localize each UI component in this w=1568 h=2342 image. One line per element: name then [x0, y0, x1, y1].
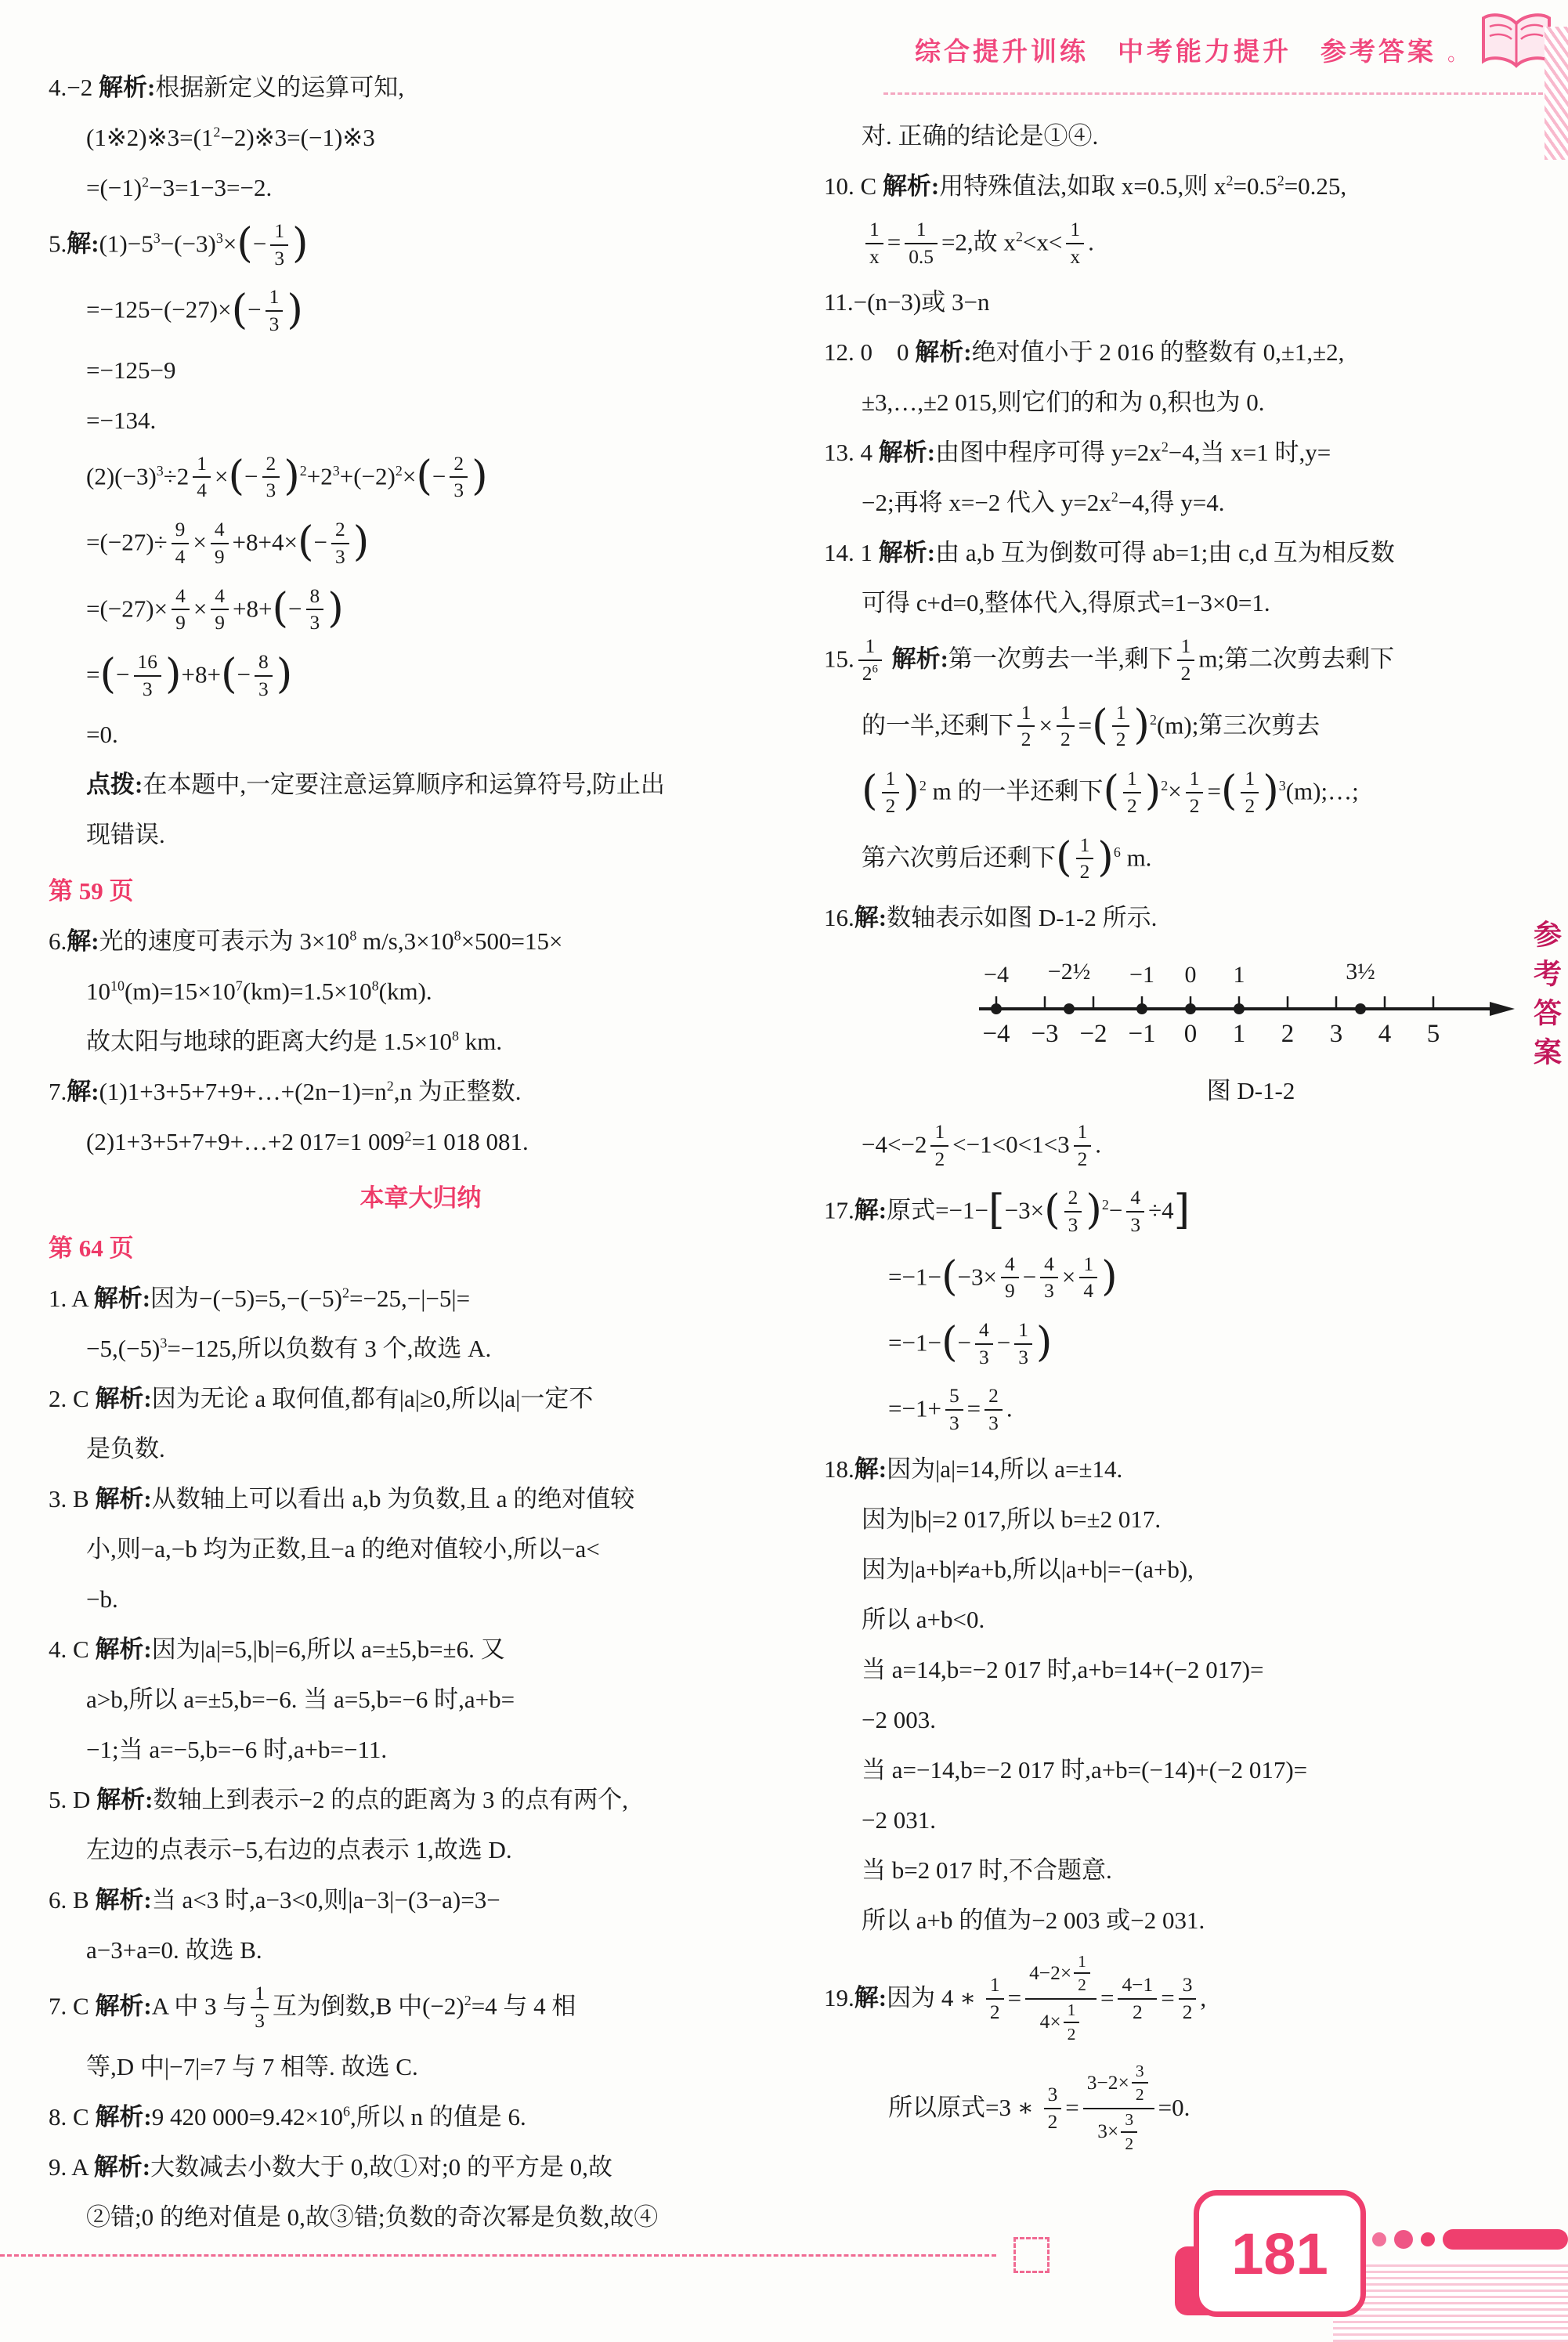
text-line: 12. 0 0 解析:绝对值小于 2 016 的整数有 0,±1,±2,	[824, 338, 1345, 367]
text-line: a−3+a=0. 故选 B.	[86, 1936, 262, 1964]
text-line: 4. C 解析:因为|a|=5,|b|=6,所以 a=±5,b=±6. 又	[49, 1635, 505, 1664]
text-line: 是负数.	[86, 1435, 165, 1463]
text-line: 14. 1 解析:由 a,b 互为倒数可得 ab=1;由 c,d 互为相反数	[824, 539, 1395, 567]
svg-text:−2½: −2½	[1047, 958, 1091, 985]
point-labels	[984, 959, 1375, 988]
text-line: 故太阳与地球的距离大约是 $1.5\times 10^8$ km.	[86, 1028, 503, 1056]
text-line: 当 a=−14,b=−2 017 时,a+b=(−14)+(−2 017)=	[862, 1755, 1308, 1784]
dot-icon	[1421, 2232, 1435, 2246]
text-line: −2;再将 x=−2 代入 $y=2x^2-4$,得 y=4.	[862, 489, 1225, 517]
text-line: 对. 正确的结论是①④.	[862, 122, 1099, 150]
text-line: 15. $\frac{1}{2^6}$ 解析:第一次剪去一半,剩下 $\frac{1}{2}$ m;第二次剪去剩下	[824, 635, 1395, 685]
column-right	[824, 111, 1568, 2164]
text-line: =0.	[86, 721, 118, 749]
svg-text:3: 3	[1329, 1019, 1343, 1048]
dot-icon	[1394, 2230, 1413, 2249]
text-line: −4<−2 $\frac{1}{2}$ <−1<0<1<3 $\frac{1}{2}$ .	[862, 1120, 1102, 1170]
text-line: 所以 a+b<0.	[862, 1605, 985, 1633]
svg-text:1: 1	[1232, 1019, 1246, 1048]
text-line: 等,D 中|−7|=7 与 7 相等. 故选 C.	[86, 2052, 418, 2080]
text-line: 所以原式=3 ∗ $\frac{3}{2}$ = 3−2× $\frac{3}{2}$ 3× $\frac{3}{2}$ =0.	[888, 2061, 1190, 2153]
text-line: 第六次剪后还剩下( $\frac{1}{2}$ )$^6$ m.	[862, 833, 1152, 884]
text-line: −b.	[86, 1585, 118, 1614]
header-divider	[883, 92, 1557, 95]
text-line: 4.−2 解析:根据新定义的运算可知,	[49, 74, 405, 101]
text-line: $(2)(-3)^3\div 2$ $\frac{1}{4}$ ×(− $\frac{2}{3}$ )$^2+2^3+(-2)^2\times(-$ $\frac{2}{3}$ )	[86, 451, 488, 502]
text-line: $-5,(-5)^3=-125$,所以负数有 3 个,故选 A.	[86, 1335, 492, 1363]
text-line: =−125−9	[86, 356, 176, 384]
text-line: 的一半,还剩下 $\frac{1}{2}$ × $\frac{1}{2}$ =( $\frac{1}{2}$ )$^2$(m);第三次剪去	[862, 700, 1321, 751]
tick-labels	[982, 1020, 1440, 1048]
text-line: =−1−(−3× $\frac{4}{9}$ − $\frac{4}{3}$ × $\frac{1}{4}$ )	[888, 1252, 1118, 1303]
header-title: 综合提升训练 中考能力提升 参考答案	[914, 38, 1436, 67]
text-line: 左边的点表示−5,右边的点表示 1,故选 D.	[86, 1836, 512, 1864]
text-line: −2 003.	[862, 1705, 936, 1733]
svg-text:0: 0	[1183, 1019, 1198, 1048]
text-line: 小,则−a,−b 均为正数,且−a 的绝对值较小,所以−a<	[86, 1535, 600, 1563]
text-line: 16.解:数轴表示如图 D-1-2 所示.	[824, 903, 1158, 931]
axis-arrow-icon	[1490, 1002, 1515, 1016]
text-line: 5. D 解析:数轴上到表示−2 的点的距离为 3 的点有两个,	[49, 1786, 628, 1814]
footer-dashed-square	[1013, 2237, 1050, 2273]
svg-text:−3: −3	[1031, 1019, 1059, 1048]
svg-text:−1: −1	[1128, 1019, 1156, 1048]
text-line: 当 b=2 017 时,不合题意.	[862, 1856, 1112, 1884]
text-line: 因为|b|=2 017,所以 b=±2 017.	[862, 1505, 1162, 1533]
text-line: 因为|a+b|≠a+b,所以|a+b|=−(a+b),	[862, 1555, 1194, 1583]
svg-text:1: 1	[1233, 961, 1245, 988]
svg-text:0: 0	[1184, 961, 1197, 988]
text-line: $(1※2)※3=(1^2-2)※3=(-1)※3$	[86, 124, 375, 151]
text-line: $\frac{1}{x}$ = $\frac{1}{0.5}$ =2,故 $x^2<x<$ $\frac{1}{x}$ .	[824, 211, 1568, 277]
dot-icon	[1372, 2232, 1386, 2246]
svg-text:−1: −1	[1129, 961, 1154, 988]
text-line: 7. C 解析:A 中 3 与 $\frac{1}{3}$ 互为倒数,B 中$(-2)^2=4$ 与 4 相	[49, 1982, 576, 2032]
text-line: −2 031.	[862, 1805, 936, 1834]
svg-text:−4: −4	[984, 961, 1009, 988]
corner-stripes-bottom-decoration	[1333, 2261, 1568, 2342]
text-line: 8. C 解析:9 420 $000=9.42\times 10^6$,所以 n 的值是 6.	[49, 2102, 526, 2131]
text-line: $=(-1)^2-3=1-3=-2$.	[86, 174, 273, 201]
svg-text:4: 4	[1378, 1019, 1392, 1048]
text-line: 17.解:原式=−1−[−3×( $\frac{2}{3}$ )$^2$− $\frac{4}{3}$ ÷4]	[824, 1186, 1190, 1236]
text-line: ( $\frac{1}{2}$ )$^2$ m 的一半还剩下( $\frac{1}{2}$ )$^2$× $\frac{1}{2}$ =( $\frac{1}{2}$ )$^3$(m);…;	[862, 767, 1359, 817]
svg-text:5: 5	[1426, 1019, 1440, 1048]
text-line: =−1−(− $\frac{4}{3}$ − $\frac{1}{3}$ )	[888, 1318, 1053, 1368]
text-line: 11.−(n−3)或 3−n	[824, 288, 990, 316]
svg-text:3½: 3½	[1346, 958, 1375, 985]
column-right-upper	[824, 111, 1568, 943]
text-line: 19.解:因为 4 ∗ $\frac{1}{2}$ = 4−2× $\frac{1}{2}$ 4× $\frac{1}{2}$ = $\frac{4-1}{2}$ = $\frac{3}{2}$ ,	[824, 1951, 1207, 2044]
text-line: 13. 4 解析:由图中程序可得 $y=2x^2-4$,当 x=1 时,y=	[824, 439, 1331, 467]
text-line: 6. B 解析:当 a<3 时,a−3<0,则|a−3|−(3−a)=3−	[49, 1886, 500, 1914]
svg-text:−2: −2	[1079, 1019, 1107, 1048]
text-line: 3. B 解析:从数轴上可以看出 a,b 为负数,且 a 的绝对值较	[49, 1485, 635, 1513]
text-line: 10. C 解析:用特殊值法,如取 x=0.5,则 $x^2=0.5^2=0.25$,	[824, 172, 1347, 200]
text-line: 当 a=14,b=−2 017 时,a+b=14+(−2 017)=	[862, 1655, 1264, 1683]
page-number-badge	[1194, 2190, 1366, 2317]
text-line: =−1+ $\frac{5}{3}$ = $\frac{2}{3}$ .	[888, 1385, 1013, 1435]
text-line: 第 64 页	[49, 1234, 134, 1263]
text-line: 可得 c+d=0,整体代入,得原式=1−3×0=1.	[862, 589, 1270, 617]
page-number: 181	[1231, 2221, 1328, 2286]
footer-dots-decoration	[1372, 2229, 1568, 2250]
text-line: 7.解$:(1)1+3+5+7+9+\dots+(2n-1)=n^2,n$ 为正整数.	[49, 1078, 522, 1106]
column-right-lower	[824, 1114, 1568, 2164]
text-line: ±3,…,±2 015,则它们的和为 0,积也为 0.	[862, 389, 1265, 417]
number-line-figure	[973, 948, 1529, 1065]
text-line: =(−27)× $\frac{4}{9}$ × $\frac{4}{9}$ +8+(− $\frac{8}{3}$ )	[86, 584, 344, 634]
text-line: a>b,所以 a=±5,b=−6. 当 a=5,b=−6 时,a+b=	[86, 1686, 515, 1714]
text-line: ②错;0 的绝对值是 0,故③错;负数的奇次幂是负数,故④	[86, 2203, 659, 2231]
text-line: =−125−(−27)×(− $\frac{1}{3}$ )	[86, 285, 303, 336]
axis-ticks	[996, 996, 1433, 1009]
text-line: 本章大归纳	[359, 1184, 482, 1213]
text-line: =(−27)÷ $\frac{9}{4}$ × $\frac{4}{9}$ +8+4×(− $\frac{2}{3}$ )	[86, 518, 370, 568]
open-book-icon	[1479, 11, 1554, 81]
bar-decoration	[1443, 2229, 1568, 2250]
column-left	[49, 63, 793, 2243]
text-line: 5.解$:(1)-5^3-(-3)^3\times(-$ $\frac{1}{3}$ )	[49, 219, 309, 269]
text-line: (2)1+3+5+7+9+…+2 017=1 $009^2=1$ 018 081.	[86, 1128, 529, 1156]
sidebar-tab-answers	[1524, 844, 1568, 1151]
text-line: =(− $\frac{16}{3}$ )+8+(− $\frac{8}{3}$ )	[86, 650, 293, 700]
text-line: 点拨:在本题中,一定要注意运算顺序和运算符号,防止出	[86, 771, 665, 799]
text-line: 2. C 解析:因为无论 a 取何值,都有|a|≥0,所以|a|一定不	[49, 1385, 594, 1413]
page-header	[915, 31, 1468, 68]
text-line: =−134.	[86, 406, 157, 434]
text-line: 6.解:光的速度可表示为 $3\times 10^8$ $m/s,3\times 10^8\times 500=15\times$	[49, 927, 563, 956]
text-line: 1. A 解析:因为$-(-5)=5,-(-5)^2=-25,-|-5|=$	[49, 1285, 471, 1313]
text-line: 所以 a+b 的值为−2 003 或−2 031.	[862, 1906, 1205, 1934]
text-line: 第 59 页	[49, 877, 134, 905]
text-line: 18.解:因为|a|=14,所以 a=±14.	[824, 1455, 1123, 1483]
svg-text:2: 2	[1281, 1019, 1295, 1048]
footer-dashed-line	[0, 2254, 996, 2257]
text-line: $10^{10}(m)=15\times 10^7(km)=1.5\times 10^8(km)$.	[86, 978, 432, 1006]
header-deco-dot: 。	[1447, 42, 1468, 65]
text-line: −1;当 a=−5,b=−6 时,a+b=−11.	[86, 1736, 388, 1764]
svg-text:−4: −4	[982, 1019, 1010, 1048]
text-line: 9. A 解析:大数减去小数大于 0,故①对;0 的平方是 0,故	[49, 2152, 612, 2181]
figure-caption: 图 D-1-2	[1206, 1076, 1295, 1104]
text-line: 现错误.	[86, 821, 165, 849]
sidebar-tab-label: 参考答案	[1530, 920, 1562, 1076]
